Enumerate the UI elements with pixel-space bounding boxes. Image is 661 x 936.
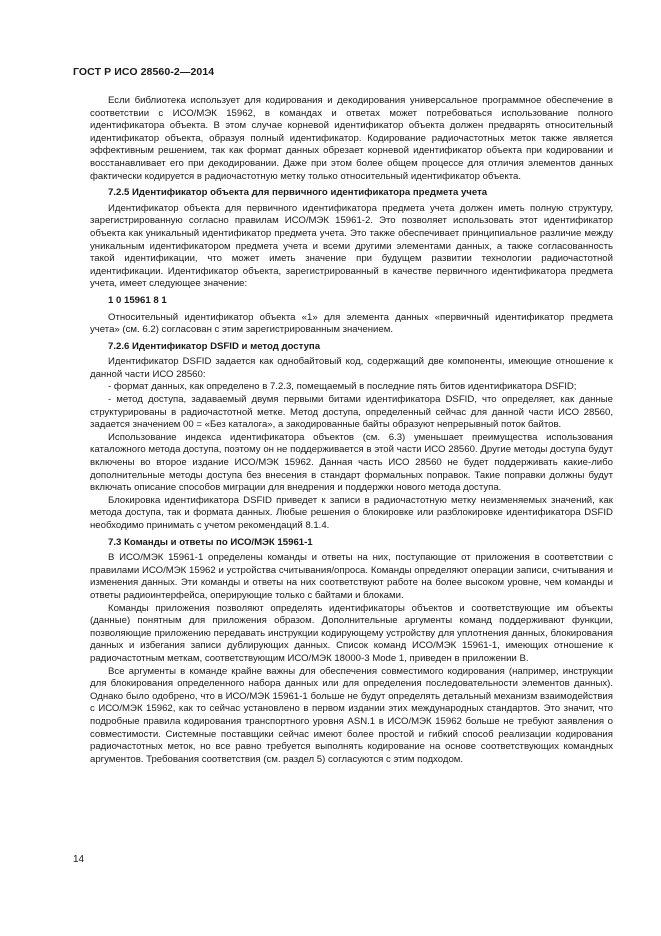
list-item: - формат данных, как определено в 7.2.3, помещаемый в последние пять битов идентификатора DSFID; [108,381,577,393]
list-item: - метод доступа, задаваемый двумя первыми битами идентификатора DSFID, что определяет, как данные структурированы в радиочастотной метке. Метод доступа, определенный сейчас для данной части ИСО 28560, задается значением 00 = «Без каталога», а закодированные байты образуют непрерывный поток байтов. [90,394,613,431]
page-number: 14 [73,854,85,865]
paragraph: Относительный идентификатор объекта «1» для элемента данных «первичный идентификатор предмета учета» (см. 6.2) согласован с этим зарегистрированным значением. [90,311,613,336]
object-identifier-value: 1 0 15961 8 1 [108,294,167,306]
paragraph: Использование индекса идентификатора объектов (см. 6.3) уменьшает преимущества использования каталожного метода доступа, поэтому он не поддерживается в этой части ИСО 28560. Другие методы доступа будут включены во второе издание ИСО/МЭК 15962. Данная часть ИСО 28560 не будет поддерживать какие-либо дополнительные методы доступа без внесения в стандарт формальных поправок. Такие поправки должны будут включать описание способов миграции для внедрения и поддержки нового метода доступа. [90,431,613,494]
section-heading-7-3: 7.3 Команды и ответы по ИСО/МЭК 15961-1 [108,536,313,548]
paragraph: Команды приложения позволяют определять идентификаторы объектов и соответствующие им объекты (данные) понятным для приложения образом. Дополнительные аргументы команд поддерживают функции, позволяющие приложению передавать инструкции кодирующему устройству для уплотнения данных, блокирования данных и избегания записи дублирующих данных. Список команд ИСО/МЭК 15961-1, имеющих отношение к радиочастотным меткам, соответствующим ИСО/МЭК 18000-3 Mode 1, приведен в приложении В. [90,602,613,664]
paragraph: В ИСО/МЭК 15961-1 определены команды и ответы на них, поступающие от приложения в соответствии с правилами ИСО/МЭК 15962 и устройства считывания/опроса. Команды определяют операции записи, считывания и изменения данных. Эти команды и ответы на них соответствуют работе на более высоком уровне, чем команды и ответы радиоинтерфейса, оперирующие только с байтами и блоками. [90,552,613,601]
section-heading-7-2-6: 7.2.6 Идентификатор DSFID и метод доступа [108,340,321,352]
paragraph: Идентификатор DSFID задается как однобайтовый код, содержащий две компоненты, имеющие отношение к данной части ИСО 28560: [90,356,613,380]
paragraph: Если библиотека использует для кодирования и декодирования универсальное программное обеспечение в соответствии с ИСО/МЭК 15962, в командах и ответах может потребоваться использование полного идентификатора объекта. В этом случае корневой идентификатор объекта должен предварять относительный идентификатор объекта, образуя полный идентификатор. Кодирование радиочастотных меток также является эффективным решением, так как формат данных обрезает корневой идентификатор объекта при кодировании и восстанавливает его при декодировании. Даже при этом более общем процессе для отличия элементов данных фактически кодируется в радиочастотную метку только относительный идентификатор объекта. [90,95,613,182]
paragraph: Все аргументы в команде крайне важны для обеспечения совместимого кодирования (например, инструкции для блокирования определенного набора данных или для определения последовательности элементов данных). Однако было одобрено, что в ИСО/МЭК 15961-1 больше не будут определять детальный механизм взаимодействия с ИСО/МЭК 15962, как то сейчас установлено в первом издании этих международных стандартов. Это значит, что подробные правила кодирования транспортного уровня ASN.1 в ИСО/МЭК 15962 больше не требуют заявления о совместимости. Системные поставщики сейчас имеют более простой и гибкий способ реализации кодирования радиочастотных меток, но все равно требуется выполнять кодирование на основе соответствующих командных аргументов. Требования соответствия (см. раздел 5) согласуются с этим подходом. [90,665,613,765]
paragraph: Идентификатор объекта для первичного идентификатора предмета учета должен иметь полную структуру, зарегистрированную согласно правилам ИСО/МЭК 15961-2. Это позволяет использовать этот идентификатор объекта как уникальный идентификатор предмета учета. Это также обеспечивает принципиальное различие между уникальным идентификатором предмета учета и всеми другими элементами данных, а также согласованность такой идентификации, что может иметь значение при будущем развитии технологии радиочастотной идентификации. Идентификатор объекта, зарегистрированный в качестве первичного идентификатора предмета учета, имеет следующее значение: [90,202,613,290]
page-header-title: ГОСТ Р ИСО 28560-2—2014 [73,66,215,78]
paragraph: Блокировка идентификатора DSFID приведет к записи в радиочастотную метку неизменяемых значений, как метода доступа, так и формата данных. Любые решения о блокировке или разблокировке идентификатора DSFID необходимо принимать с учетом рекомендаций 8.1.4. [90,494,613,531]
section-heading-7-2-5: 7.2.5 Идентификатор объекта для первичного идентификатора предмета учета [108,187,488,199]
document-body [90,95,613,766]
